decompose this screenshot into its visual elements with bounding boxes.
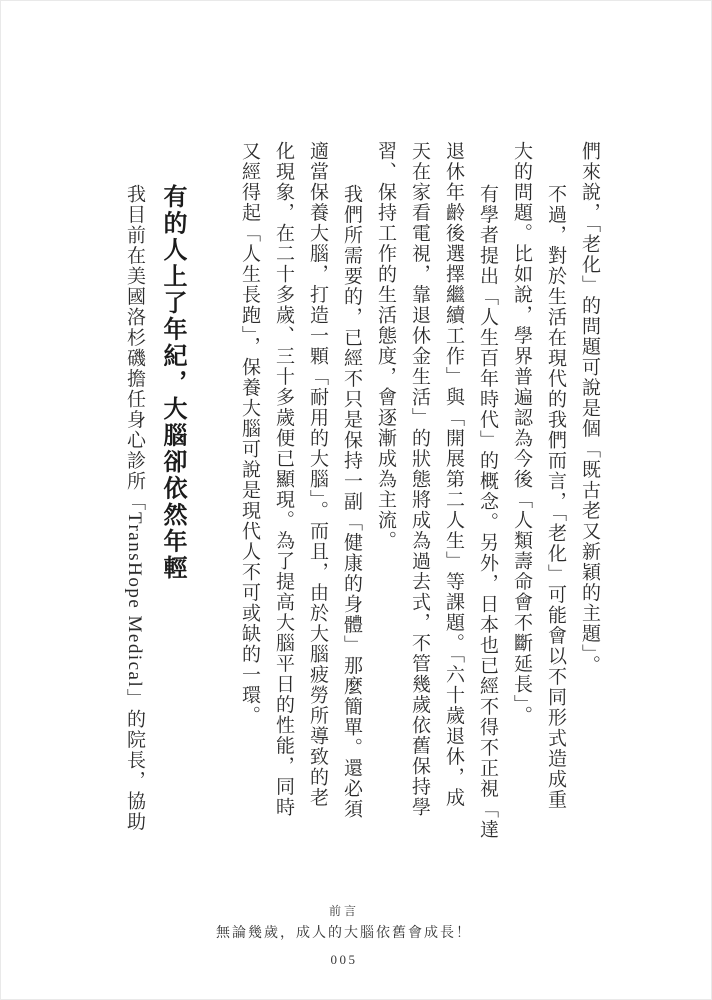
text-column: 我目前在美國洛杉磯擔任身心診所「TransHope Medical」的院長，協助 [124, 184, 145, 832]
text-column: 們來說，「老化」的問題可說是個「既古老又新穎的主題」。 [579, 141, 600, 676]
vertical-text-block [117, 141, 606, 840]
text-column: 習、保持工作的生活態度，會逐漸成為主流。 [375, 141, 396, 551]
section-heading: 有的人上了年紀，大腦卻依然年輕 [159, 184, 186, 582]
footer-chapter-title: 前言 [328, 904, 359, 918]
text-column: 退休年齡後選擇繼續工作」與「開展第二人生」等課題。「六十歲退休，成 [443, 141, 464, 808]
text-column: 大的問題。比如說，學界普遍認為今後「人類壽命會不斷延長」。 [511, 141, 532, 726]
text-column: 化現象，在二十多歲、三十多歲便已顯現。為了提高大腦平日的性能，同時 [273, 141, 294, 818]
footer-chapter-subtitle: 無論幾歲，成人的大腦依舊會成長！ [216, 926, 472, 941]
text-column: 天在家看電視，靠退休金生活」的狀態將成為過去式，不管幾歲依舊保持學 [409, 141, 430, 818]
page-footer [1, 904, 711, 967]
text-column: 又經得起「人生長跑」，保養大腦可說是現代人不可或缺的一環。 [239, 141, 260, 726]
page-number: 005 [330, 952, 358, 967]
text-column: 不過，對於生活在現代的我們而言，「老化」可能會以不同形式造成重 [545, 184, 566, 810]
text-column: 有學者提出「人生百年時代」的概念。另外，日本也已經不得不正視「達 [477, 184, 498, 840]
text-column: 我們所需要的，已經不只是保持一副「健康的身體」那麼簡單。還必須 [341, 184, 362, 820]
text-column: 適當保養大腦，打造一顆「耐用的大腦」。而且，由於大腦疲勞所導致的老 [307, 141, 328, 808]
